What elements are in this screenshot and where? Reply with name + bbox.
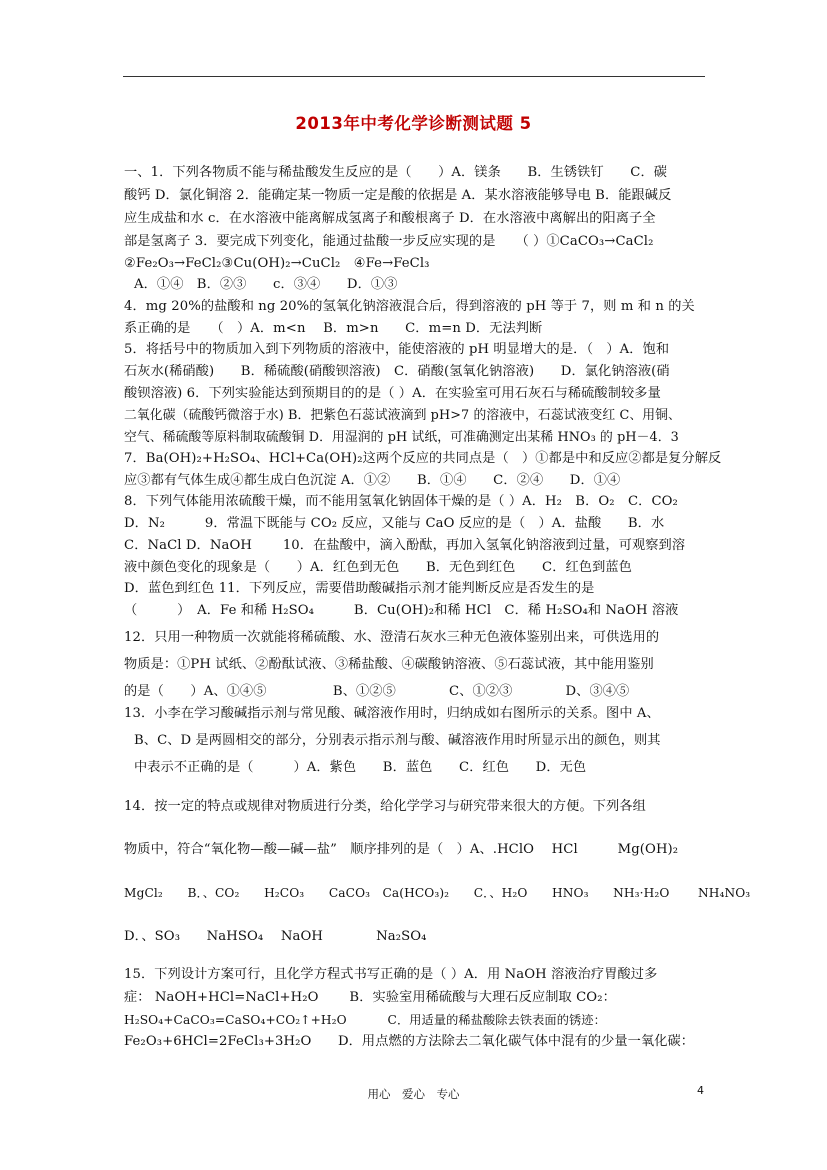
text-line: 部是氢离子 3．要完成下列变化，能通过盐酸一步反应实现的是 （ ）①CaCO₃→CaCl₂ bbox=[124, 234, 654, 249]
text-line: 中表示不正确的是（ ）A．紫色 B．蓝色 C．红色 D．无色 bbox=[134, 760, 587, 775]
text-line: H₂SO₄+CaCO₃=CaSO₄+CO₂↑+H₂O C．用适量的稀盐酸除去铁表面的锈迹： bbox=[124, 1013, 606, 1027]
text-line: D．、SO₃ NaHSO₄ NaOH Na₂SO₄ bbox=[124, 929, 427, 944]
text-line: MgCl₂ B．、CO₂ H₂CO₃ CaCO₃ Ca(HCO₃)₂ C．、H₂O HNO₃ NH₃·H₂O NH₄NO₃ bbox=[124, 886, 751, 900]
text-line: 的是（ ）A、①④⑤ B、①②⑤ C、①②③ D、③④⑤ bbox=[124, 684, 630, 699]
text-line: 症： NaOH+HCl=NaCl+H₂O B．实验室用稀硫酸与大理石反应制取 CO₂： bbox=[124, 990, 616, 1005]
text-line: C．NaCl D．NaOH 10．在盐酸中，滴入酚酞，再加入氢氧化钠溶液到过量，可观察到溶 bbox=[124, 538, 686, 553]
text-line: 应③都有气体生成④都生成白色沉淀 A．①② B．①④ C．②④ D．①④ bbox=[124, 473, 621, 488]
text-line: （ ） A．Fe 和稀 H₂SO₄ B．Cu(OH)₂和稀 HCl C．稀 H₂SO₄和 NaOH 溶液 bbox=[124, 603, 679, 618]
text-line: 物质中，符合“氧化物—酸—碱—盐” 顺序排列的是（ ）A、.HClO HCl Mg(OH)₂ bbox=[124, 842, 679, 857]
text-line: ②Fe₂O₃→FeCl₂③Cu(OH)₂→CuCl₂ ④Fe→FeCl₃ bbox=[124, 256, 430, 271]
text-line: 一、1．下列各物质不能与稀盐酸发生反应的是（ ）A．镁条 B．生锈铁钉 C．碳 bbox=[124, 165, 668, 180]
text-line: 空气、稀硫酸等原料制取硫酸铜 D．用湿润的 pH 试纸，可准确测定出某稀 HNO₃ 的 pH－4．3 bbox=[124, 430, 679, 445]
text-line: D．N₂ 9．常温下既能与 CO₂ 反应，又能与 CaO 反应的是（ ）A．盐酸 B．水 bbox=[124, 516, 665, 531]
text-line: D．蓝色到红色 11．下列反应，需要借助酸碱指示剂才能判断反应是否发生的是 bbox=[124, 581, 595, 596]
page-footer: 用心 爱心 专心 bbox=[367, 1087, 460, 1101]
text-line: 15．下列设计方案可行，且化学方程式书写正确的是（ ）A．用 NaOH 溶液治疗胃酸过多 bbox=[124, 967, 658, 982]
text-line: 4．mg 20%的盐酸和 ng 20%的氢氧化钠溶液混合后，得到溶液的 pH 等于 7，则 m 和 n 的关 bbox=[124, 299, 695, 314]
text-line: 8．下列气体能用浓硫酸干燥，而不能用氢氧化钠固体干燥的是（ ）A．H₂ B．O₂ C．CO₂ bbox=[124, 494, 678, 509]
text-line: 12．只用一种物质一次就能将稀硫酸、水、澄清石灰水三种无色液体鉴别出来，可供选用的 bbox=[124, 630, 660, 645]
text-line: 5．将括号中的物质加入到下列物质的溶液中，能使溶液的 pH 明显增大的是．（ ）A．饱和 bbox=[124, 342, 670, 357]
header-rule bbox=[123, 76, 705, 77]
text-line: A．①④ B．②③ c．③④ D．①③ bbox=[134, 277, 398, 292]
text-line: 7．Ba(OH)₂+H₂SO₄、HCl+Ca(OH)₂这两个反应的共同点是（ ）①都是中和反应②都是复分解反 bbox=[124, 451, 722, 466]
text-line: 液中颜色变化的现象是（ ）A．红色到无色 B．无色到红色 C．红色到蓝色 bbox=[124, 560, 632, 575]
text-line: 物质是：①PH 试纸、②酚酞试液、③稀盐酸、④碳酸钠溶液、⑤石蕊试液，其中能用鉴别 bbox=[124, 657, 654, 672]
text-line: 14．按一定的特点或规律对物质进行分类，给化学学习与研究带来很大的方便。下列各组 bbox=[124, 799, 646, 814]
text-line: 石灰水(稀硝酸) B．稀硫酸(硝酸钡溶液) C．硝酸(氢氧化钠溶液) D．氯化钠溶液(硝 bbox=[124, 364, 670, 379]
text-line: 二氧化碳（硫酸钙微溶于水) B．把紫色石蕊试液滴到 pH>7 的溶液中，石蕊试液变红 C、用铜、 bbox=[124, 408, 681, 423]
text-line: 酸钡溶液) 6．下列实验能达到预期目的的是（ ）A．在实验室可用石灰石与稀硫酸制较多量 bbox=[124, 386, 661, 401]
text-line: B、C、D 是两圆相交的部分，分别表示指示剂与酸、碱溶液作用时所显示出的颜色，则其 bbox=[134, 733, 661, 748]
text-line: Fe₂O₃+6HCl=2FeCl₃+3H₂O D．用点燃的方法除去二氧化碳气体中混有的少量一氧化碳： bbox=[124, 1034, 695, 1049]
text-line: 酸钙 D．氯化铜溶 2．能确定某一物质一定是酸的依据是 A．某水溶液能够导电 B．能跟碱反 bbox=[124, 188, 672, 203]
text-line: 13．小李在学习酸碱指示剂与常见酸、碱溶液作用时，归纳成如右图所示的关系。图中 A、 bbox=[124, 706, 660, 721]
text-line: 应生成盐和水 c．在水溶液中能离解成氢离子和酸根离子 D．在水溶液中离解出的阳离子全 bbox=[124, 211, 656, 226]
page-number: 4 bbox=[697, 1084, 704, 1097]
page-title: 2013年中考化学诊断测试题 5 bbox=[295, 114, 532, 133]
text-line: 系正确的是 （ ）A．m<n B．m>n C．m=n D．无法判断 bbox=[124, 321, 543, 336]
